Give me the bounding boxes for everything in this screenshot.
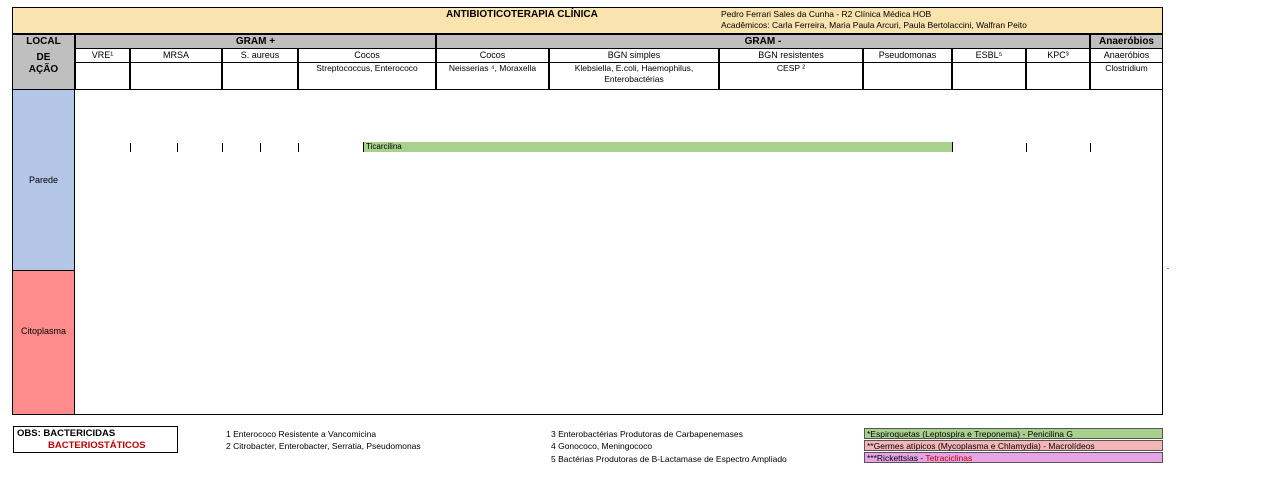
examples-cocos-neg: Neisserias ⁴, Moraxella <box>436 63 549 90</box>
col-marker-mrsa-mid <box>177 143 178 152</box>
col-cocos-neg: Cocos <box>436 49 549 63</box>
legend-rickettsias-drug: Tetraciclinas <box>925 453 973 463</box>
col-marker-s-aureus-mid <box>260 143 261 152</box>
obs-bacteriostaticos: BACTERIOSTÁTICOS <box>48 440 146 451</box>
examples-esbl <box>952 63 1026 90</box>
col-anaerobios: Anaeróbios <box>1090 49 1163 63</box>
examples-anaerobios: Clostridium <box>1090 63 1163 90</box>
col-mrsa: MRSA <box>130 49 222 63</box>
col-vre: VRE¹ <box>75 49 130 63</box>
table-bottom-border <box>12 414 1163 415</box>
examples-bgn-simples: Klebsiella, E.coli, Haemophilus, Enterobactérias <box>549 63 719 90</box>
col-marker-mrsa <box>130 143 131 152</box>
drug-bar-ticarcilina: Ticarcilina <box>363 142 953 152</box>
obs-bactericidas: OBS: BACTERICIDAS <box>17 428 116 439</box>
legend-rickettsias <box>864 452 1163 463</box>
footnote-5: 5 Bactérias Produtoras de B-Lactamase de Espectro Ampliado <box>551 454 787 464</box>
col-esbl: ESBL⁵ <box>952 49 1026 63</box>
examples-pseudomonas <box>863 63 952 90</box>
table-body-frame <box>75 90 1163 415</box>
examples-vre <box>75 63 130 90</box>
local-header <box>12 34 75 90</box>
local-word-2: DE <box>36 52 51 63</box>
cell-marker <box>74 385 75 399</box>
legend-espiroquetas: *Espiroquetas (Leptospira e Treponema) - Penicilina G <box>864 428 1163 439</box>
col-s-aureus: S. aureus <box>222 49 298 63</box>
examples-cocos-pos: Streptococcus, Enterococo <box>298 63 436 90</box>
col-pseudomonas: Pseudomonas <box>863 49 952 63</box>
col-kpc: KPC³ <box>1026 49 1090 63</box>
col-marker-anaerobios <box>1090 143 1091 152</box>
col-bgn-simples: BGN simples <box>549 49 719 63</box>
author-line: Pedro Ferrari Sales da Cunha - R2 Clínica Médica HOB <box>721 9 932 19</box>
group-gram-positive: GRAM + <box>75 34 436 49</box>
local-word-1: LOCAL <box>26 36 61 47</box>
col-bgn-resistentes: BGN resistentes <box>719 49 863 63</box>
footnote-4: 4 Gonococo, Meningococo <box>551 441 653 451</box>
group-anaerobios: Anaeróbios <box>1090 34 1163 49</box>
row-label-citoplasma: Citoplasma <box>12 270 75 415</box>
col-marker-s-aureus <box>222 143 223 152</box>
legend-rickettsias-prefix: ***Rickettsias - <box>867 453 926 463</box>
row-label-parede: Parede <box>12 90 75 270</box>
footnote-2: 2 Citrobacter, Enterobacter, Serratia, Pseudomonas <box>226 441 421 451</box>
examples-s-aureus <box>222 63 298 90</box>
col-marker-cocos <box>298 143 299 152</box>
examples-mrsa <box>130 63 222 90</box>
stray-mark <box>1167 268 1169 269</box>
group-gram-negative: GRAM - <box>436 34 1090 49</box>
page-title: ANTIBIOTICOTERAPIA CLÍNICA <box>446 9 598 20</box>
legend-germes-atipicos: **Germes atípicos (Mycoplasma e Chlamydia) - Macrolídeos <box>864 440 1163 451</box>
col-marker-kpc <box>1026 143 1027 152</box>
footnote-1: 1 Enterococo Resistente a Vancomicina <box>226 429 377 439</box>
academics-line: Acadêmicos: Carla Ferreira, Maria Paula Arcuri, Paula Bertolaccini, Walfran Peito <box>721 20 1027 30</box>
local-word-3: AÇÃO <box>28 64 59 75</box>
footnote-3: 3 Enterobactérias Produtoras de Carbapenemases <box>551 429 743 439</box>
col-cocos-pos: Cocos <box>298 49 436 63</box>
examples-bgn-resistentes: CESP ² <box>719 63 863 90</box>
examples-kpc <box>1026 63 1090 90</box>
